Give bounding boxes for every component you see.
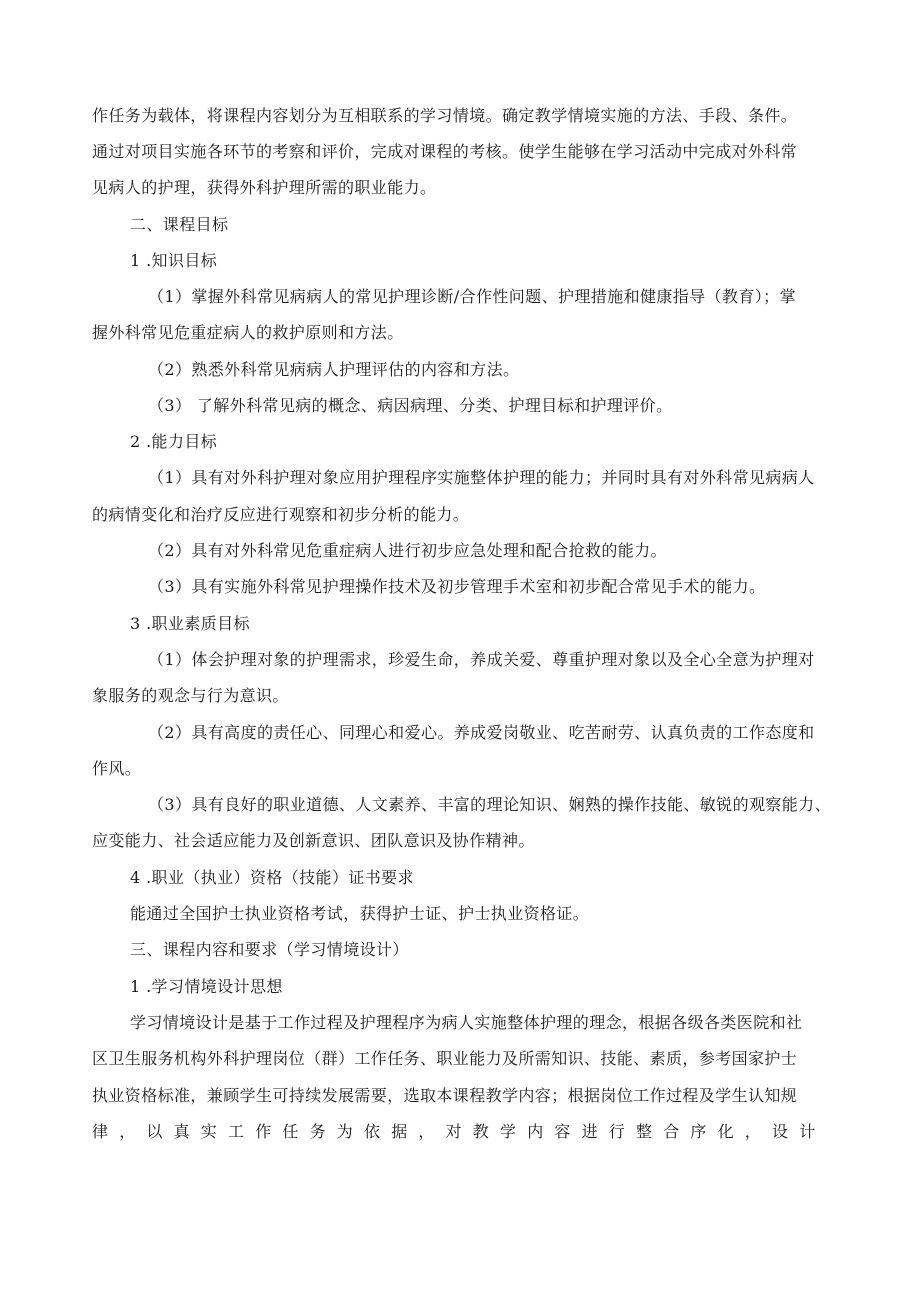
paragraph-line: 律，以真实工作任务为依据，对教学内容进行整合序化，设计 xyxy=(92,1122,827,1141)
paragraph-line: 区卫生服务机构外科护理岗位（群）工作任务、职业能力及所需知识、技能、素质，参考国家护士 xyxy=(92,1049,798,1068)
paragraph-line: 执业资格标准，兼顾学生可持续发展需要，选取本课程教学内容；根据岗位工作过程及学生认知规 xyxy=(92,1086,798,1105)
paragraph-line: 学习情境设计是基于工作过程及护理程序为病人实施整体护理的理念，根据各级各类医院和社 xyxy=(130,1013,803,1032)
paragraph-line: 的病情变化和治疗反应进行观察和初步分析的能力。 xyxy=(92,505,470,524)
paragraph-line: （1）掌握外科常见病病人的常见护理诊断/合作性问题、护理措施和健康指导（教育）；掌 xyxy=(148,287,796,306)
paragraph-line: 象服务的观念与行为意识。 xyxy=(92,686,289,705)
subsection-heading: 3 .职业素质目标 xyxy=(130,614,250,633)
paragraph-line: 应变能力、社会适应能力及创新意识、团队意识及协作精神。 xyxy=(92,831,535,850)
subsection-heading: 1 .知识目标 xyxy=(130,251,218,270)
section-heading: 三、课程内容和要求（学习情境设计） xyxy=(130,940,409,959)
paragraph-line: 通过对项目实施各环节的考察和评价，完成对课程的考核。使学生能够在学习活动中完成对外科常 xyxy=(92,142,798,161)
subsection-heading: 4 .职业（执业）资格（技能）证书要求 xyxy=(130,868,414,887)
paragraph-line: （1）体会护理对象的护理需求，珍爱生命，养成关爱、尊重护理对象以及全心全意为护理对 xyxy=(148,650,815,669)
paragraph-line: （2）具有高度的责任心、同理心和爱心。养成爱岗敬业、吃苦耐劳、认真负责的工作态度和 xyxy=(148,723,815,742)
paragraph-line: （3）具有实施外科常见护理操作技术及初步管理手术室和初步配合常见手术的能力。 xyxy=(148,577,766,596)
paragraph-line: 作风。 xyxy=(92,759,142,778)
subsection-heading: 2 .能力目标 xyxy=(130,432,218,451)
paragraph-line: 能通过全国护士执业资格考试，获得护士证、护士执业资格证。 xyxy=(130,904,590,923)
section-heading: 二、课程目标 xyxy=(130,215,229,234)
paragraph-line: 见病人的护理，获得外科护理所需的职业能力。 xyxy=(92,178,437,197)
paragraph-line: 作任务为载体，将课程内容划分为互相联系的学习情境。确定教学情境实施的方法、手段、条件。 xyxy=(92,106,798,125)
paragraph-line: （2）熟悉外科常见病病人护理评估的内容和方法。 xyxy=(148,360,520,379)
paragraph-line: （1）具有对外科护理对象应用护理程序实施整体护理的能力；并同时具有对外科常见病病人 xyxy=(148,468,815,487)
paragraph-line: （3）具有良好的职业道德、人文素养、丰富的理论知识、娴熟的操作技能、敏锐的观察能力、 xyxy=(148,795,831,814)
subsection-heading: 1 .学习情境设计思想 xyxy=(130,977,283,996)
paragraph-line: （2）具有对外科常见危重症病人进行初步应急处理和配合抢救的能力。 xyxy=(148,541,667,560)
paragraph-line: （3） 了解外科常见病的概念、病因病理、分类、护理目标和护理评价。 xyxy=(148,396,673,415)
paragraph-line: 握外科常见危重症病人的救护原则和方法。 xyxy=(92,323,404,342)
